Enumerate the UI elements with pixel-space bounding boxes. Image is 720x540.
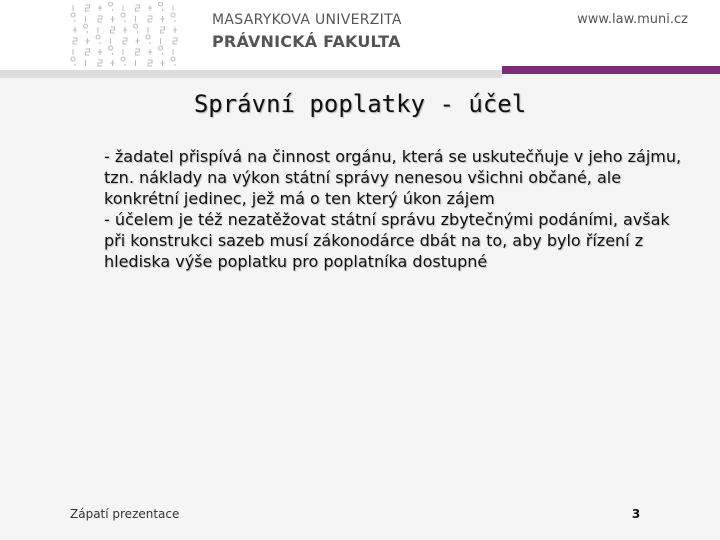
logo-pattern-mark bbox=[136, 38, 140, 44]
logo-pattern-mark bbox=[161, 60, 165, 66]
logo-pattern-mark bbox=[123, 38, 127, 44]
logo-pattern-mark bbox=[98, 49, 102, 55]
body-paragraph-1: - žadatel přispívá na činnost orgánu, která se uskutečňuje v jeho zájmu, tzn. náklady na výkon státní správy nenesou všichni občané, ale konkrétní jedinec, jež má o ten který úkon zájem bbox=[104, 147, 682, 208]
logo-pattern-mark bbox=[161, 27, 165, 33]
logo-pattern-mark bbox=[109, 2, 113, 11]
logo-pattern-mark bbox=[73, 27, 77, 33]
logo-pattern-mark bbox=[71, 57, 75, 66]
header-grey-band bbox=[0, 70, 502, 78]
logo-pattern-mark bbox=[136, 5, 140, 11]
logo-pattern-mark bbox=[123, 27, 127, 33]
logo-pattern-mark bbox=[111, 60, 115, 66]
logo-pattern-mark bbox=[159, 46, 163, 55]
logo-pattern-mark bbox=[86, 38, 90, 44]
logo-pattern-mark bbox=[148, 60, 152, 66]
logo-pattern-mark bbox=[121, 13, 125, 22]
website-url: www.law.muni.cz bbox=[577, 12, 688, 27]
header-accent-band bbox=[502, 66, 720, 74]
logo-pattern-mark bbox=[134, 24, 138, 33]
logo-pattern-mark bbox=[111, 16, 115, 22]
logo-pattern-mark bbox=[86, 49, 90, 55]
logo-pattern-mark bbox=[171, 13, 175, 22]
page-number: 3 bbox=[631, 507, 641, 521]
logo-pattern-mark bbox=[98, 5, 102, 11]
logo-pattern-mark bbox=[148, 16, 152, 22]
footer-text: Zápatí prezentace bbox=[70, 507, 180, 521]
logo-pattern-mark bbox=[84, 24, 88, 33]
body-paragraph-2: - účelem je též nezatěžovat státní správu zbytečnými podáními, avšak při konstrukci sazeb musí zákonodárce dbát na to, aby bylo řízení z hlediska výše poplatku pro poplatníka dostupné bbox=[104, 210, 670, 271]
logo-pattern-mark bbox=[148, 49, 152, 55]
logo-pattern-mark bbox=[148, 5, 152, 11]
slide-body bbox=[104, 146, 694, 272]
logo-pattern-mark bbox=[146, 35, 150, 44]
slide-header bbox=[0, 0, 720, 70]
university-name: MASARYKOVA UNIVERZITA bbox=[212, 12, 402, 28]
logo-pattern-mark bbox=[111, 27, 115, 33]
logo-pattern-mark bbox=[71, 13, 75, 22]
slide-title: Správní poplatky - účel bbox=[193, 90, 527, 118]
logo-pattern-mark bbox=[161, 16, 165, 22]
logo-pattern-mark bbox=[98, 16, 102, 22]
logo-pattern-mark bbox=[171, 57, 175, 66]
logo-pattern-mark bbox=[96, 35, 100, 44]
logo-pattern-mark bbox=[173, 27, 177, 33]
logo-pattern-mark bbox=[173, 38, 177, 44]
logo-pattern-mark bbox=[86, 5, 90, 11]
logo-pattern-mark bbox=[73, 38, 77, 44]
faculty-name: PRÁVNICKÁ FAKULTA bbox=[212, 32, 401, 51]
logo-pattern-mark bbox=[98, 60, 102, 66]
logo-pattern-mark bbox=[159, 2, 163, 11]
muni-pattern-logo-icon bbox=[70, 2, 182, 68]
logo-pattern-mark bbox=[136, 49, 140, 55]
logo-pattern-mark bbox=[109, 46, 113, 55]
logo-pattern-mark bbox=[121, 57, 125, 66]
